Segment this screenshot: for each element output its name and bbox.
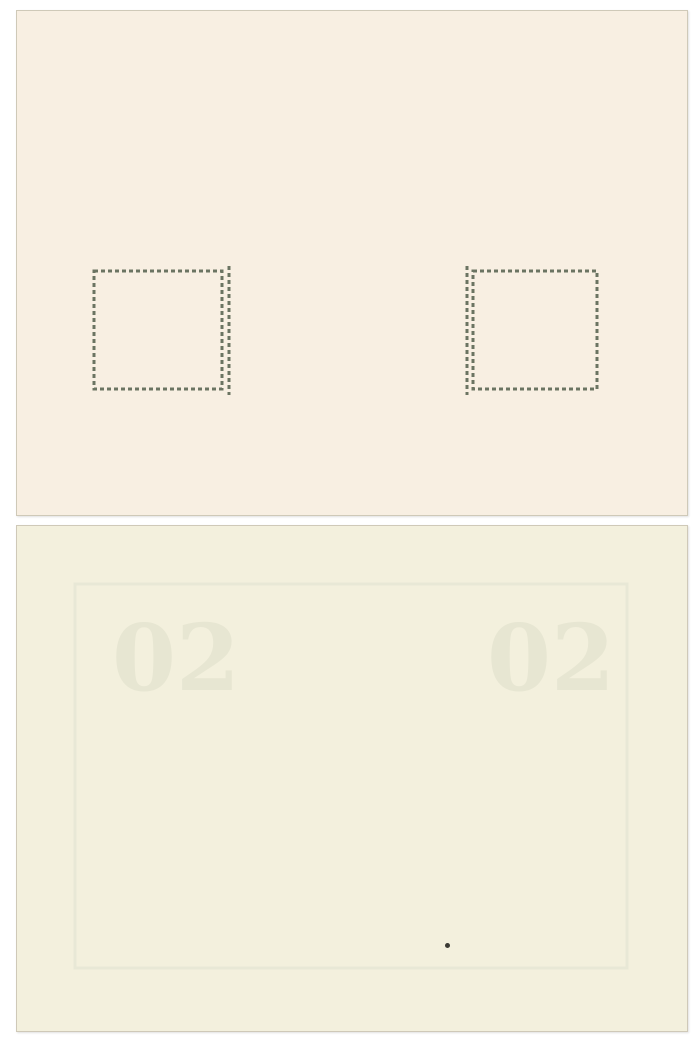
front-ornamental-border: [17, 11, 687, 515]
banknote-back: [16, 525, 688, 1032]
showthrough-denomination-right: 02: [487, 604, 616, 712]
back-showthrough-border: [17, 526, 687, 1031]
showthrough-denomination-left: 02: [112, 604, 241, 712]
banknote-front: [16, 10, 688, 516]
ink-dot: [445, 943, 450, 948]
